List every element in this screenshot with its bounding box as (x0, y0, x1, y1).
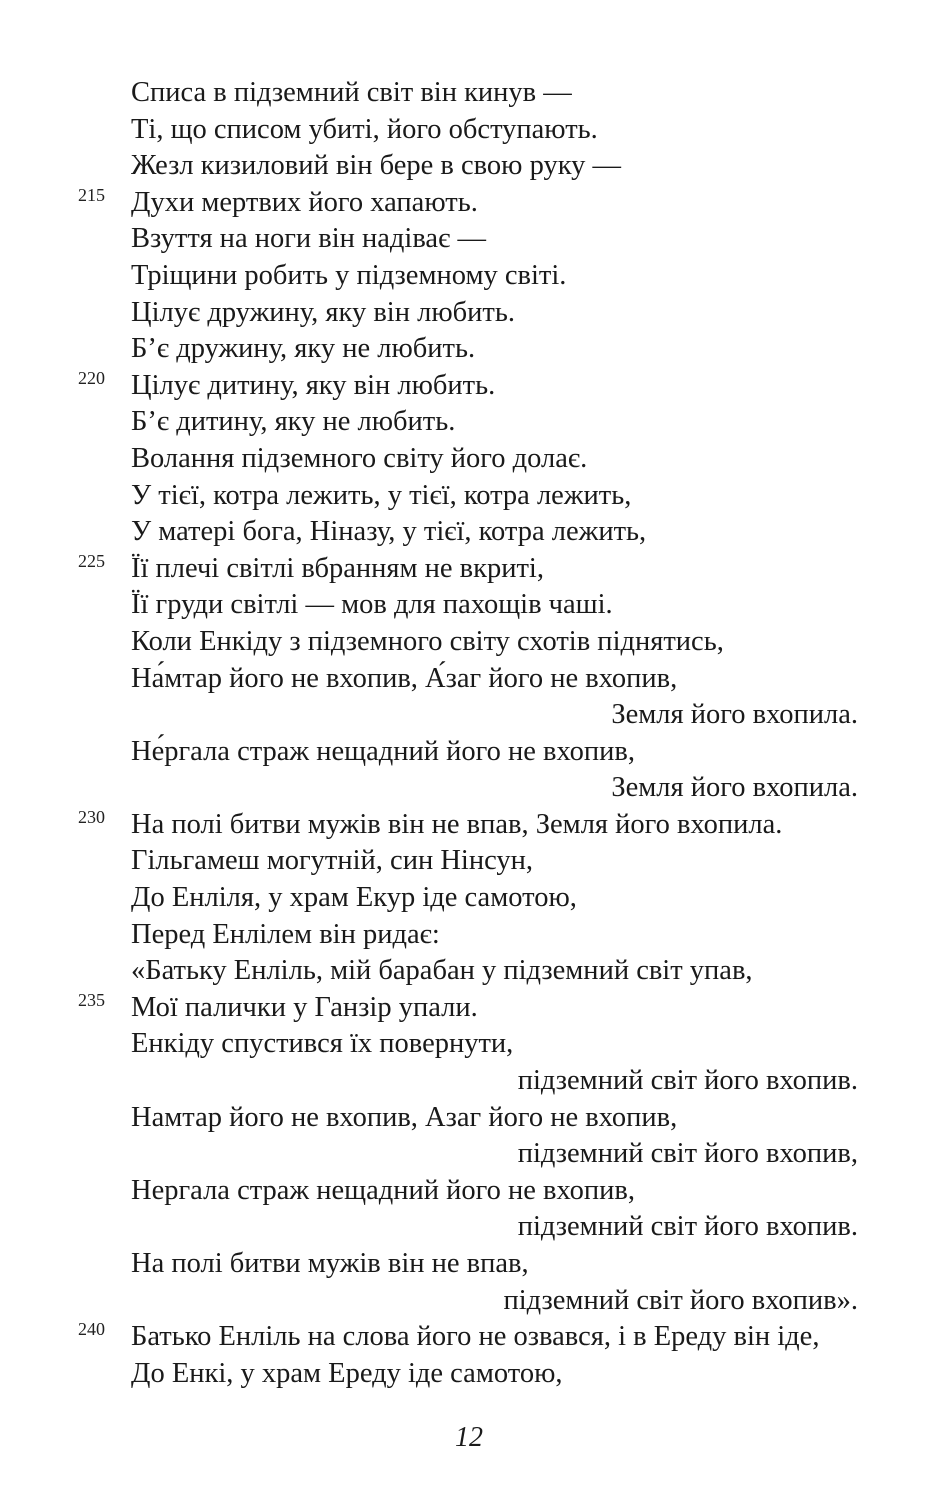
verse-text: Намтар його не вхопив, Азаг його не вхопив, (131, 1101, 678, 1133)
verse-text: На́мтар його не вхопив, А́заг його не вхопив, (131, 662, 678, 694)
verse-text: На полі битви мужів він не впав, (131, 1248, 529, 1279)
line-number: 230 (78, 806, 105, 827)
verse-line (0, 917, 938, 954)
verse-line (0, 478, 938, 515)
verse-text: Ті, що списом убиті, його обступають. (131, 113, 598, 145)
verse-line (0, 661, 938, 698)
verse-line (0, 258, 938, 295)
verse-text: Земля його вхопила. (611, 772, 858, 804)
verse-text: Цілує дружину, яку він любить. (131, 296, 515, 328)
verse-line (0, 770, 938, 807)
verse-text: підземний світ його вхопив. (517, 1065, 858, 1097)
verse-text: До Енліля, у храм Екур іде самотою, (131, 882, 577, 914)
verse-line (0, 880, 938, 917)
line-number: 240 (78, 1319, 105, 1340)
verse-text: Земля його вхопила. (611, 699, 858, 731)
verse-text: До Енкі, у храм Ереду іде самотою, (131, 1357, 563, 1389)
verse-line (0, 1246, 938, 1283)
verse-text: У матері бога, Ніназу, у тієї, котра лежить, (131, 516, 647, 548)
verse-line (0, 990, 938, 1027)
verse-text: Волання підземного світу його долає. (131, 442, 588, 474)
verse-line (0, 1063, 938, 1100)
verse-line (0, 624, 938, 661)
verse-line (0, 441, 938, 478)
line-number: 220 (78, 367, 105, 388)
verse-line (0, 1026, 938, 1063)
verse-line (0, 1283, 938, 1320)
line-number: 235 (78, 989, 105, 1010)
verse-line (0, 807, 938, 844)
verse-line (0, 697, 938, 734)
verse-text: Енкіду спустився їх повернути, (131, 1028, 514, 1060)
verse-line (0, 1136, 938, 1173)
verse-text: Списа в підземний світ він кинув — (131, 77, 572, 108)
verse-text: У тієї, котра лежить, у тієї, котра лежить, (131, 479, 632, 511)
verse-text: Б’є дружину, яку не любить. (131, 333, 476, 365)
verse-line (0, 587, 938, 624)
verse-line (0, 75, 938, 112)
verse-text: Духи мертвих його хапають. (131, 186, 478, 218)
verse-text: Б’є дитину, яку не любить. (131, 406, 456, 438)
verse-text: підземний світ його вхопив, (517, 1138, 858, 1170)
verse-line (0, 331, 938, 368)
verse-text: Нергала страж нещадний його не вхопив, (131, 1174, 635, 1206)
verse-line (0, 221, 938, 258)
verse-line (0, 514, 938, 551)
verse-line (0, 1209, 938, 1246)
verse-line (0, 148, 938, 185)
verse-line (0, 112, 938, 149)
verse-line (0, 404, 938, 441)
verse-text: підземний світ його вхопив. (517, 1211, 858, 1243)
verse-text: Не́ргала страж нещадний його не вхопив, (131, 735, 635, 767)
page-number: 12 (455, 1422, 483, 1453)
verse-line (0, 734, 938, 771)
verse-text: Тріщини робить у підземному світі. (131, 259, 567, 291)
verse-text: Її плечі світлі вбранням не вкриті, (131, 552, 544, 584)
verse-text: Гільгамеш могутній, син Нінсун, (131, 845, 533, 877)
line-number: 215 (78, 184, 105, 205)
verse-text: Жезл кизиловий він бере в свою руку — (131, 150, 622, 182)
verse-line (0, 295, 938, 332)
poem-text (0, 75, 938, 1392)
verse-line (0, 185, 938, 222)
verse-text: Цілує дитину, яку він любить. (131, 369, 496, 401)
verse-line (0, 551, 938, 588)
line-number: 225 (78, 550, 105, 571)
verse-text: Її груди світлі — мов для пахощів чаші. (131, 589, 613, 621)
verse-text: Перед Енлілем він ридає: (131, 918, 440, 950)
verse-text: Коли Енкіду з підземного світу схотів піднятись, (131, 625, 724, 657)
verse-line (0, 368, 938, 405)
verse-text: «Батьку Енліль, мій барабан у підземний світ упав, (131, 955, 753, 987)
verse-text: Взуття на ноги він надіває — (131, 223, 486, 255)
verse-text: На полі битви мужів він не впав, Земля його вхопила. (131, 808, 783, 840)
verse-line (0, 843, 938, 880)
verse-line (0, 1319, 938, 1356)
verse-line (0, 1100, 938, 1137)
verse-line (0, 1356, 938, 1393)
verse-line (0, 1173, 938, 1210)
verse-text: Мої палички у Ганзір упали. (131, 991, 478, 1023)
verse-text: підземний світ його вхопив». (503, 1284, 858, 1316)
verse-text: Батько Енліль на слова його не озвався, і в Ереду він іде, (131, 1321, 820, 1353)
verse-line (0, 953, 938, 990)
